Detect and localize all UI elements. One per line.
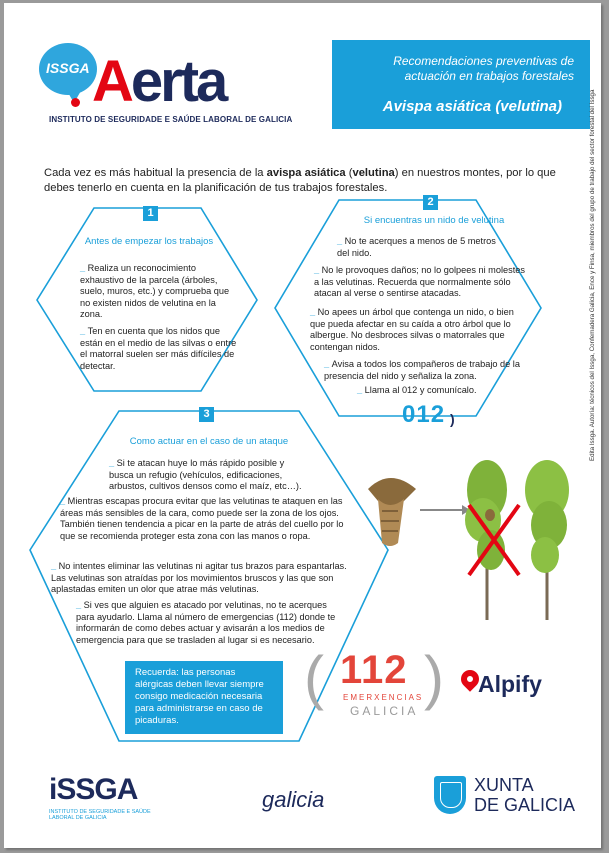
poster-page bbox=[4, 3, 601, 848]
phone-icon: ) bbox=[450, 411, 455, 427]
section-1-title: Antes de empezar los trabajos bbox=[84, 236, 214, 247]
footer-galicia-logo: galicia bbox=[262, 787, 325, 812]
hexagon-outlines bbox=[4, 3, 601, 848]
section-2-title: Si encuentras un nido de velutina bbox=[363, 215, 505, 226]
section-3-item: _ No intentes eliminar las velutinas ni agitar tus brazos para espantarlas. Las velutinas son atraídas por los movimientos bruscos y las que son aplastadas emiten un olor que atrae más velutinas. bbox=[51, 561, 347, 595]
recuerda-note: Recuerda: las personas alérgicas deben llevar siempre consigo medicación necesaria para administrarse en caso de picaduras. bbox=[125, 661, 283, 734]
wasp-nest-illustration bbox=[360, 471, 420, 549]
section-3-item: _ Si te atacan huye lo más rápido posible y busca un refugio (vehículos, edificaciones, arbustos, cultivos densos como el maíz, etc…). bbox=[109, 458, 302, 492]
section-2-number: 2 bbox=[423, 195, 438, 210]
footer-issga-logo: iSSGA bbox=[49, 773, 138, 806]
alerta-a: A bbox=[92, 49, 131, 114]
intro-text: Cada vez es más habitual la presencia de la avispa asiática (velutina) en nuestros montes, por lo que debes tenerlo en cuenta en la planificación de tus trabajos forestales. bbox=[44, 167, 556, 194]
logo-issga-text: ISSGA bbox=[46, 60, 90, 76]
section-1-item: _ Realiza un reconocimiento exhaustivo de la parcela (árboles, suelo, muros, etc.) y comprueba que no existen nidos de velutina en la zona. bbox=[80, 263, 230, 320]
phone-012: 012 bbox=[402, 401, 446, 428]
alerta-rest: erta bbox=[130, 49, 226, 114]
footer-xunta-logo: XUNTA DE GALICIA bbox=[474, 775, 576, 815]
bracket-left-icon: ( bbox=[304, 644, 324, 711]
logo-subtitle: INSTITUTO DE SEGURIDADE E SAÚDE LABORAL DE GALICIA bbox=[49, 115, 293, 124]
section-3-item: _ Mientras escapas procura evitar que las velutinas te ataquen en las áreas más sensibles de la cara, como puede ser la zona de los ojos. También tienen tendencia a picar en la parte de atrás del cuello por lo que se recomienda proteger esta zona con las manos o ropa. bbox=[60, 496, 344, 541]
header-subtitle: Recomendaciones preventivas de actuación en trabajos forestales bbox=[393, 54, 574, 83]
emergency-line1: EMERXENCIAS bbox=[343, 693, 424, 702]
section-3-item: _ Si ves que alguien es atacado por velutinas, no te acerques para ayudarlo. Llama al número de emergencias (112) donde te informarán de como debes actuar y avisarán a los medios de emergencia para que se trasladen al lugar si es necesario. bbox=[76, 600, 336, 645]
side-credits: Edita Issga. Autoría: técnicos del Issga, Confemadera Galicia, Ence y Finsa, miembros del grupo de trabajo del sector forestal del Issga bbox=[589, 89, 596, 461]
section-2-item: _ No te acerques a menos de 5 metros del nido. bbox=[337, 236, 496, 258]
section-1-item: _ Ten en cuenta que los nidos que están en el medio de las silvas o entre el matorral suelen ser más difíciles de detectar. bbox=[80, 326, 237, 371]
emergency-line2: GALICIA bbox=[350, 704, 419, 718]
xunta-shield-icon bbox=[434, 776, 466, 814]
trees-illustration bbox=[459, 455, 579, 625]
alpify-logo: Alpify bbox=[478, 671, 542, 697]
section-1-number: 1 bbox=[143, 206, 158, 221]
section-2-item: _ Avisa a todos los compañeros de trabajo de la presencia del nido y señaliza la zona. bbox=[324, 359, 520, 381]
section-2-item: _ No le provoques daños; no lo golpees ni molestes a las velutinas. Recuerda que normalmente sólo atacan al verse o sentirse atacadas. bbox=[314, 265, 525, 299]
bracket-right-icon: ) bbox=[424, 644, 444, 711]
section-2-item: _ Llama al 012 y comunícalo. bbox=[357, 385, 477, 395]
emergency-112-number: 112 bbox=[340, 648, 408, 692]
header-title: Avispa asiática (velutina) bbox=[382, 98, 562, 115]
section-3-number: 3 bbox=[199, 407, 214, 422]
section-2-item: _ No apees un árbol que contenga un nido, o bien que pueda afectar en su caída a otro árbol que lo albergue. No desbroces silvas o matorrales que contengan nidos. bbox=[310, 307, 514, 352]
section-3-title: Como actuar en el caso de un ataque bbox=[129, 436, 289, 447]
footer-issga-subtitle: INSTITUTO DE SEGURIDADE E SAÚDE LABORAL DE GALICIA bbox=[49, 809, 151, 821]
